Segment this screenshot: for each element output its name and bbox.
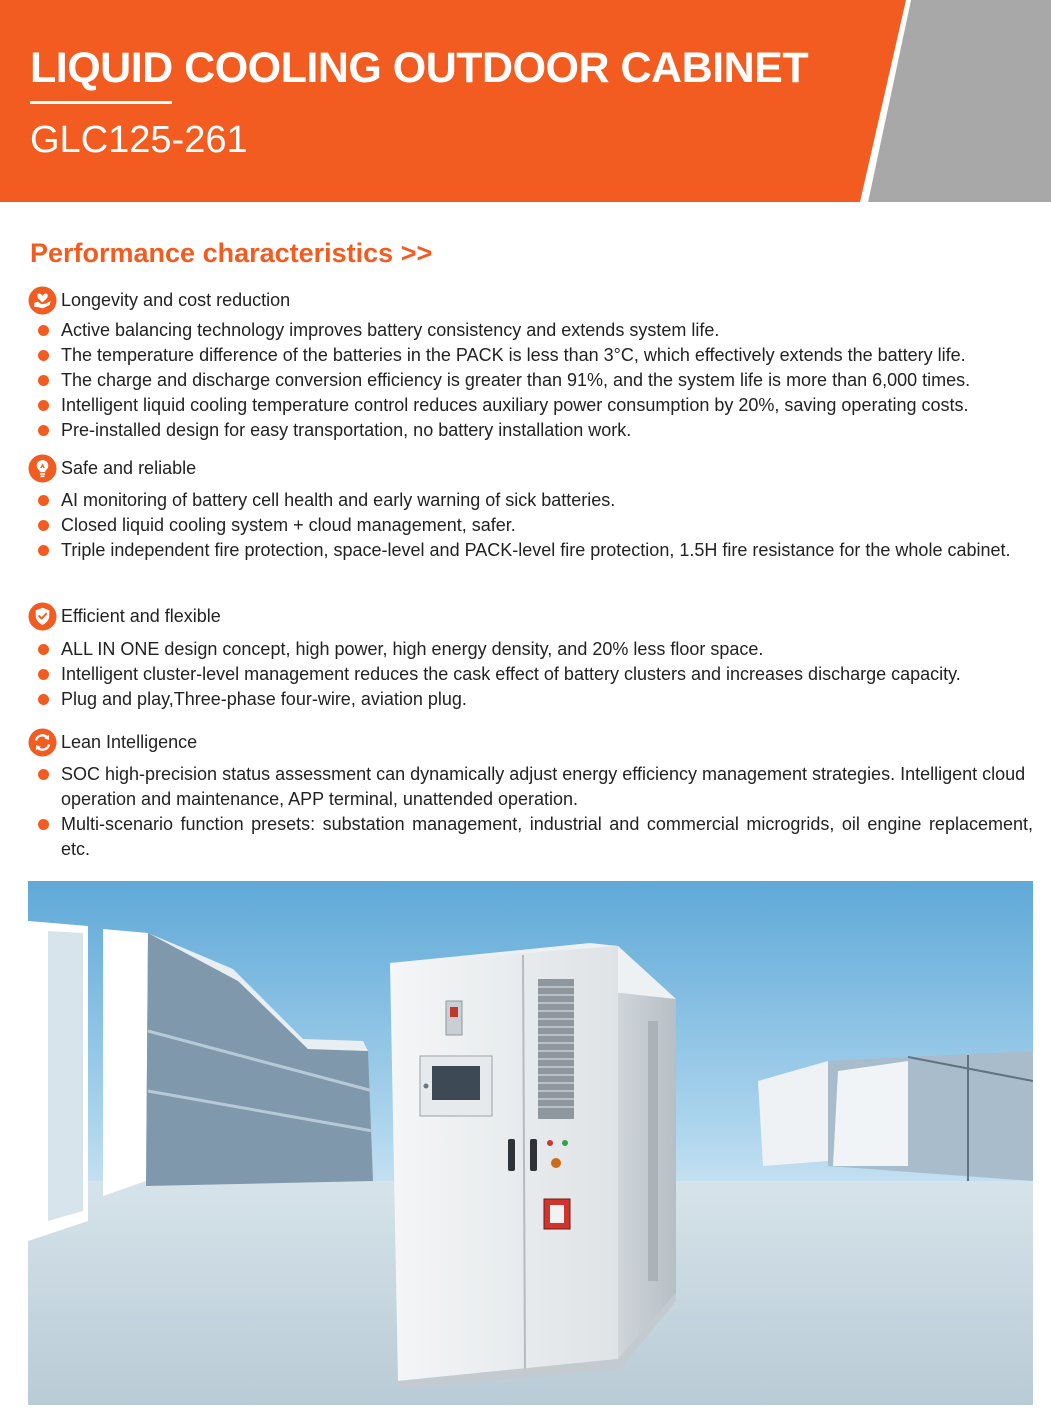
bullet-dot bbox=[38, 545, 49, 556]
bullet-dot bbox=[38, 325, 49, 336]
list-item: Closed liquid cooling system + cloud management, safer. bbox=[61, 513, 1033, 538]
cycle-arrows-icon bbox=[28, 728, 57, 757]
bullet-dot bbox=[38, 769, 49, 780]
list-item: AI monitoring of battery cell health and early warning of sick batteries. bbox=[61, 488, 1033, 513]
header-banner bbox=[0, 0, 1051, 202]
list-item: Intelligent cluster-level management reduces the cask effect of battery clusters and increases discharge capacity. bbox=[61, 662, 1033, 687]
bullet-dot bbox=[38, 350, 49, 361]
list-item: Active balancing technology improves battery consistency and extends system life. bbox=[61, 318, 1033, 343]
title-underline bbox=[30, 101, 172, 104]
list-item: The temperature difference of the batteries in the PACK is less than 3°C, which effectively extends the battery life. bbox=[61, 343, 1033, 368]
list-item: Triple independent fire protection, space-level and PACK-level fire protection, 1.5H fire resistance for the whole cabinet. bbox=[61, 538, 1033, 563]
bullet-dot bbox=[38, 425, 49, 436]
cabinet-illustration bbox=[28, 881, 1033, 1405]
shield-check-icon bbox=[28, 602, 57, 631]
bullet-dot bbox=[38, 520, 49, 531]
model-number: GLC125-261 bbox=[30, 119, 248, 161]
bullet-dot bbox=[38, 495, 49, 506]
lightbulb-icon bbox=[28, 454, 57, 483]
list-item: Plug and play,Three-phase four-wire, aviation plug. bbox=[61, 687, 1033, 712]
list-item: Intelligent liquid cooling temperature control reduces auxiliary power consumption by 20%, saving operating costs. bbox=[61, 393, 1033, 418]
group-title-safe bbox=[28, 453, 196, 483]
list-item: Pre-installed design for easy transportation, no battery installation work. bbox=[61, 418, 1033, 443]
group-title-label: Longevity and cost reduction bbox=[61, 289, 291, 310]
list-item: The charge and discharge conversion efficiency is greater than 91%, and the system life is more than 6,000 times. bbox=[61, 368, 1033, 393]
bullet-dot bbox=[38, 819, 49, 830]
section-heading: Performance characteristics >> bbox=[30, 238, 433, 268]
hand-heart-icon bbox=[28, 286, 57, 315]
list-item: ALL IN ONE design concept, high power, high energy density, and 20% less floor space. bbox=[61, 637, 1033, 662]
list-item: SOC high-precision status assessment can dynamically adjust energy efficiency management strategies. Intelligent cloud operation and maintenance, APP terminal, unattended operation. bbox=[61, 762, 1033, 812]
group-title-longevity bbox=[28, 285, 290, 315]
group-title-efficient bbox=[28, 601, 221, 631]
bullet-dot bbox=[38, 669, 49, 680]
bullet-dot bbox=[38, 694, 49, 705]
page-title: LIQUID COOLING OUTDOOR CABINET bbox=[30, 44, 809, 92]
group-title-lean bbox=[28, 727, 197, 757]
bullet-dot bbox=[38, 400, 49, 411]
product-photo bbox=[28, 881, 1033, 1405]
group-title-label: Lean Intelligence bbox=[61, 731, 198, 752]
list-item: Multi-scenario function presets: substation management, industrial and commercial microgrids, oil engine replacement, etc. bbox=[61, 812, 1033, 862]
bullet-dot bbox=[38, 644, 49, 655]
bullet-dot bbox=[38, 375, 49, 386]
group-title-label: Efficient and flexible bbox=[61, 605, 221, 626]
group-title-label: Safe and reliable bbox=[61, 457, 197, 478]
